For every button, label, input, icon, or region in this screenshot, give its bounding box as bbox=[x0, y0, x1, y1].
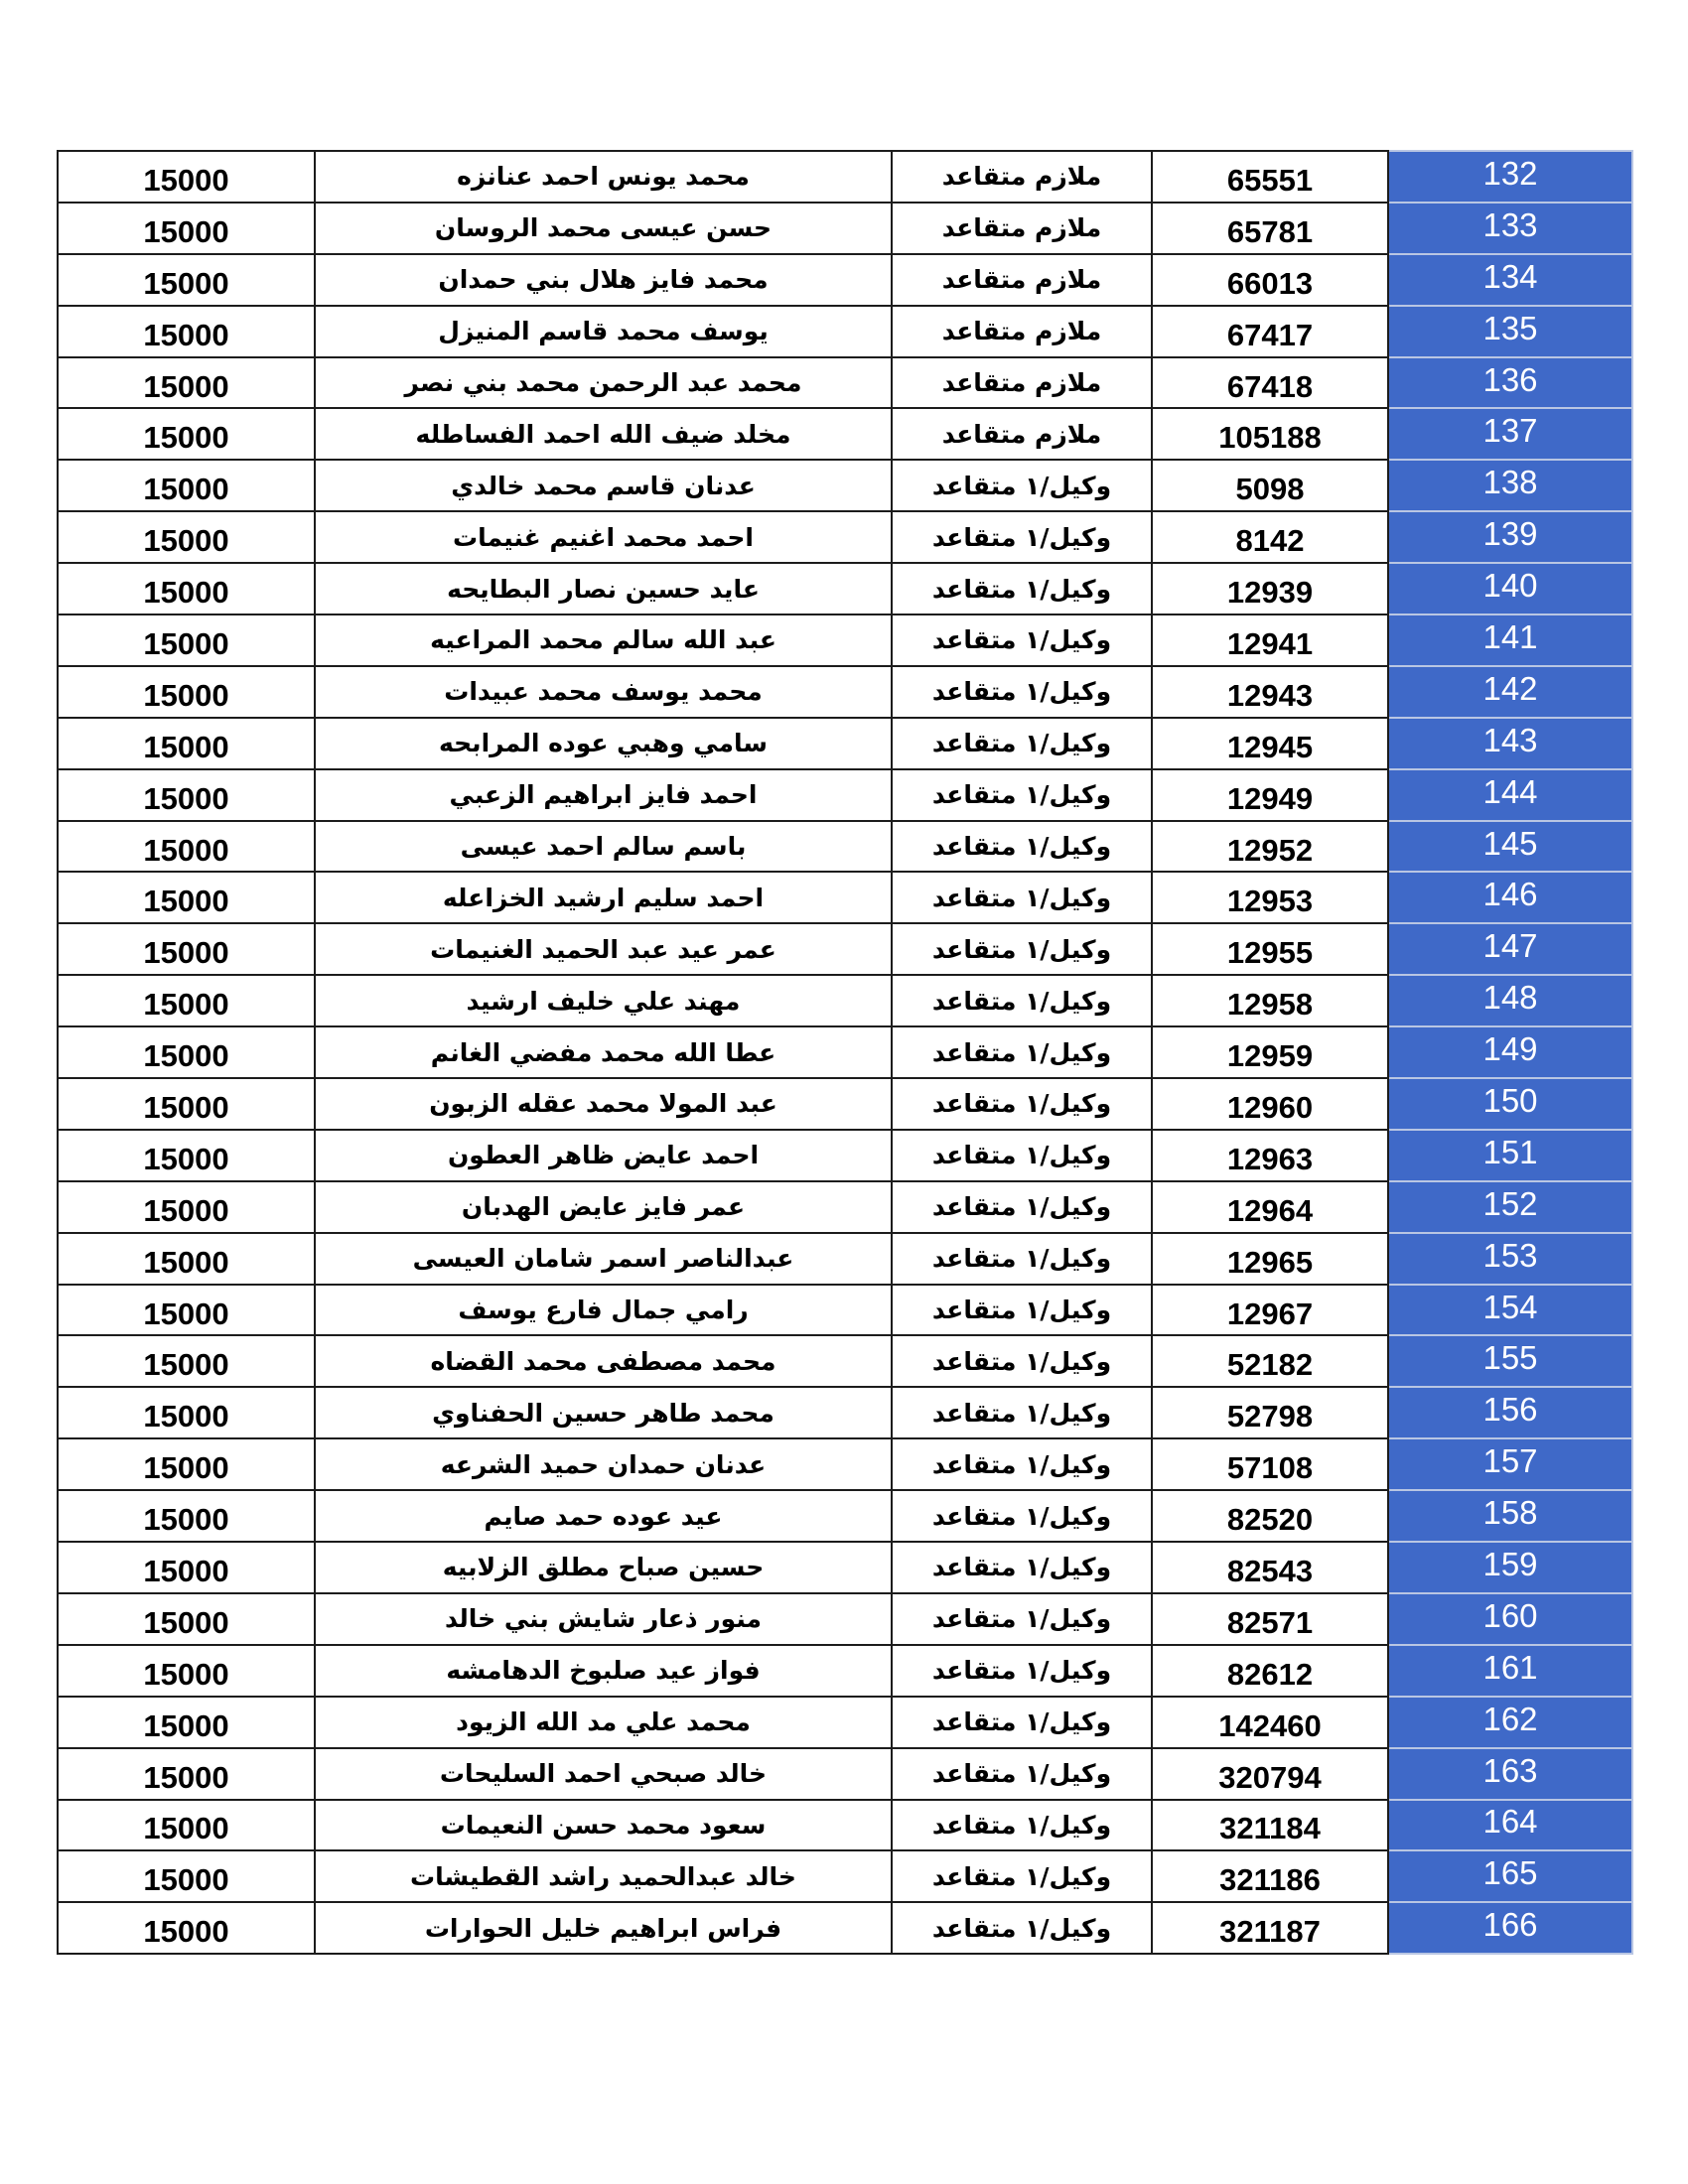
table-row bbox=[58, 769, 1632, 821]
name-cell: حسين صباح مطلق الزلابيه bbox=[315, 1542, 892, 1593]
rank-cell: وكيل/١ متقاعد bbox=[892, 1542, 1152, 1593]
rank-cell: ملازم متقاعد bbox=[892, 203, 1152, 254]
rank-cell: وكيل/١ متقاعد bbox=[892, 1593, 1152, 1645]
amount-cell: 15000 bbox=[58, 1130, 315, 1181]
name-cell: عبد الله سالم محمد المراعيه bbox=[315, 614, 892, 666]
name-cell: فواز عيد صلبوخ الدهامشه bbox=[315, 1645, 892, 1697]
military-number-cell: 142460 bbox=[1152, 1697, 1388, 1748]
serial-number-cell: 157 bbox=[1388, 1438, 1632, 1490]
military-number-cell: 5098 bbox=[1152, 460, 1388, 511]
amount-cell: 15000 bbox=[58, 203, 315, 254]
rank-cell: وكيل/١ متقاعد bbox=[892, 1387, 1152, 1438]
military-number-cell: 12953 bbox=[1152, 872, 1388, 923]
amount-cell: 15000 bbox=[58, 1490, 315, 1542]
serial-number-cell: 159 bbox=[1388, 1542, 1632, 1593]
rank-cell: وكيل/١ متقاعد bbox=[892, 821, 1152, 873]
serial-number-cell: 163 bbox=[1388, 1748, 1632, 1800]
table-row bbox=[58, 1748, 1632, 1800]
military-number-cell: 52798 bbox=[1152, 1387, 1388, 1438]
military-number-cell: 82612 bbox=[1152, 1645, 1388, 1697]
rank-cell: وكيل/١ متقاعد bbox=[892, 1233, 1152, 1285]
rank-cell: وكيل/١ متقاعد bbox=[892, 1285, 1152, 1336]
name-cell: احمد محمد اغنيم غنيمات bbox=[315, 511, 892, 563]
table-row bbox=[58, 357, 1632, 409]
serial-number-cell: 142 bbox=[1388, 666, 1632, 718]
military-number-cell: 65781 bbox=[1152, 203, 1388, 254]
military-number-cell: 12965 bbox=[1152, 1233, 1388, 1285]
rank-cell: وكيل/١ متقاعد bbox=[892, 1078, 1152, 1130]
beneficiaries-table bbox=[57, 150, 1633, 1955]
name-cell: محمد يونس احمد عنانزه bbox=[315, 151, 892, 203]
table-row bbox=[58, 1490, 1632, 1542]
table-row bbox=[58, 1542, 1632, 1593]
table-row bbox=[58, 1902, 1632, 1954]
rank-cell: وكيل/١ متقاعد bbox=[892, 1438, 1152, 1490]
name-cell: منور ذعار شايش بني خالد bbox=[315, 1593, 892, 1645]
amount-cell: 15000 bbox=[58, 872, 315, 923]
name-cell: عايد حسين نصار البطايحه bbox=[315, 563, 892, 614]
name-cell: حسن عيسى محمد الروسان bbox=[315, 203, 892, 254]
rank-cell: ملازم متقاعد bbox=[892, 254, 1152, 306]
serial-number-cell: 147 bbox=[1388, 923, 1632, 975]
serial-number-cell: 156 bbox=[1388, 1387, 1632, 1438]
table-row bbox=[58, 1850, 1632, 1902]
table-row bbox=[58, 1026, 1632, 1078]
table-row bbox=[58, 511, 1632, 563]
amount-cell: 15000 bbox=[58, 923, 315, 975]
amount-cell: 15000 bbox=[58, 1285, 315, 1336]
name-cell: سعود محمد حسن النعيمات bbox=[315, 1800, 892, 1851]
amount-cell: 15000 bbox=[58, 1902, 315, 1954]
rank-cell: وكيل/١ متقاعد bbox=[892, 1026, 1152, 1078]
serial-number-cell: 148 bbox=[1388, 975, 1632, 1026]
serial-number-cell: 134 bbox=[1388, 254, 1632, 306]
amount-cell: 15000 bbox=[58, 151, 315, 203]
serial-number-cell: 139 bbox=[1388, 511, 1632, 563]
amount-cell: 15000 bbox=[58, 1800, 315, 1851]
military-number-cell: 321184 bbox=[1152, 1800, 1388, 1851]
military-number-cell: 67417 bbox=[1152, 306, 1388, 357]
amount-cell: 15000 bbox=[58, 1026, 315, 1078]
table-row bbox=[58, 563, 1632, 614]
military-number-cell: 82571 bbox=[1152, 1593, 1388, 1645]
military-number-cell: 57108 bbox=[1152, 1438, 1388, 1490]
table-row bbox=[58, 1800, 1632, 1851]
name-cell: عمر فايز عايض الهدبان bbox=[315, 1181, 892, 1233]
military-number-cell: 321186 bbox=[1152, 1850, 1388, 1902]
military-number-cell: 12945 bbox=[1152, 718, 1388, 769]
amount-cell: 15000 bbox=[58, 306, 315, 357]
rank-cell: وكيل/١ متقاعد bbox=[892, 666, 1152, 718]
amount-cell: 15000 bbox=[58, 460, 315, 511]
rank-cell: ملازم متقاعد bbox=[892, 357, 1152, 409]
rank-cell: ملازم متقاعد bbox=[892, 306, 1152, 357]
amount-cell: 15000 bbox=[58, 718, 315, 769]
name-cell: احمد سليم ارشيد الخزاعله bbox=[315, 872, 892, 923]
amount-cell: 15000 bbox=[58, 563, 315, 614]
table-row bbox=[58, 821, 1632, 873]
military-number-cell: 12967 bbox=[1152, 1285, 1388, 1336]
name-cell: احمد فايز ابراهيم الزعبي bbox=[315, 769, 892, 821]
serial-number-cell: 161 bbox=[1388, 1645, 1632, 1697]
amount-cell: 15000 bbox=[58, 614, 315, 666]
serial-number-cell: 135 bbox=[1388, 306, 1632, 357]
military-number-cell: 66013 bbox=[1152, 254, 1388, 306]
military-number-cell: 105188 bbox=[1152, 408, 1388, 460]
military-number-cell: 12964 bbox=[1152, 1181, 1388, 1233]
military-number-cell: 12941 bbox=[1152, 614, 1388, 666]
table-row bbox=[58, 975, 1632, 1026]
name-cell: فراس ابراهيم خليل الحوارات bbox=[315, 1902, 892, 1954]
serial-number-cell: 154 bbox=[1388, 1285, 1632, 1336]
amount-cell: 15000 bbox=[58, 1335, 315, 1387]
serial-number-cell: 140 bbox=[1388, 563, 1632, 614]
name-cell: مهند علي خليف ارشيد bbox=[315, 975, 892, 1026]
amount-cell: 15000 bbox=[58, 1645, 315, 1697]
table-row bbox=[58, 1181, 1632, 1233]
table-row bbox=[58, 1130, 1632, 1181]
military-number-cell: 8142 bbox=[1152, 511, 1388, 563]
name-cell: محمد علي مد الله الزيود bbox=[315, 1697, 892, 1748]
serial-number-cell: 151 bbox=[1388, 1130, 1632, 1181]
serial-number-cell: 152 bbox=[1388, 1181, 1632, 1233]
military-number-cell: 12952 bbox=[1152, 821, 1388, 873]
rank-cell: وكيل/١ متقاعد bbox=[892, 1181, 1152, 1233]
serial-number-cell: 166 bbox=[1388, 1902, 1632, 1954]
name-cell: خالد صبحي احمد السليحات bbox=[315, 1748, 892, 1800]
rank-cell: وكيل/١ متقاعد bbox=[892, 1902, 1152, 1954]
table-row bbox=[58, 408, 1632, 460]
amount-cell: 15000 bbox=[58, 1593, 315, 1645]
military-number-cell: 320794 bbox=[1152, 1748, 1388, 1800]
name-cell: احمد عايض ظاهر العطون bbox=[315, 1130, 892, 1181]
serial-number-cell: 133 bbox=[1388, 203, 1632, 254]
military-number-cell: 67418 bbox=[1152, 357, 1388, 409]
amount-cell: 15000 bbox=[58, 1697, 315, 1748]
amount-cell: 15000 bbox=[58, 1748, 315, 1800]
name-cell: رامي جمال فارع يوسف bbox=[315, 1285, 892, 1336]
table-row bbox=[58, 306, 1632, 357]
table-row bbox=[58, 1438, 1632, 1490]
amount-cell: 15000 bbox=[58, 1387, 315, 1438]
serial-number-cell: 141 bbox=[1388, 614, 1632, 666]
table-row bbox=[58, 1078, 1632, 1130]
rank-cell: وكيل/١ متقاعد bbox=[892, 769, 1152, 821]
name-cell: محمد يوسف محمد عبيدات bbox=[315, 666, 892, 718]
table-row bbox=[58, 460, 1632, 511]
table-row bbox=[58, 1697, 1632, 1748]
name-cell: محمد فايز هلال بني حمدان bbox=[315, 254, 892, 306]
amount-cell: 15000 bbox=[58, 511, 315, 563]
serial-number-cell: 132 bbox=[1388, 151, 1632, 203]
name-cell: محمد مصطفى محمد القضاه bbox=[315, 1335, 892, 1387]
name-cell: باسم سالم احمد عيسى bbox=[315, 821, 892, 873]
military-number-cell: 82520 bbox=[1152, 1490, 1388, 1542]
name-cell: محمد عبد الرحمن محمد بني نصر bbox=[315, 357, 892, 409]
amount-cell: 15000 bbox=[58, 1181, 315, 1233]
serial-number-cell: 155 bbox=[1388, 1335, 1632, 1387]
serial-number-cell: 143 bbox=[1388, 718, 1632, 769]
rank-cell: وكيل/١ متقاعد bbox=[892, 1748, 1152, 1800]
rank-cell: وكيل/١ متقاعد bbox=[892, 460, 1152, 511]
rank-cell: وكيل/١ متقاعد bbox=[892, 975, 1152, 1026]
name-cell: سامي وهبي عوده المرابحه bbox=[315, 718, 892, 769]
military-number-cell: 12963 bbox=[1152, 1130, 1388, 1181]
serial-number-cell: 153 bbox=[1388, 1233, 1632, 1285]
serial-number-cell: 164 bbox=[1388, 1800, 1632, 1851]
military-number-cell: 12959 bbox=[1152, 1026, 1388, 1078]
amount-cell: 15000 bbox=[58, 1438, 315, 1490]
amount-cell: 15000 bbox=[58, 975, 315, 1026]
military-number-cell: 12958 bbox=[1152, 975, 1388, 1026]
serial-number-cell: 137 bbox=[1388, 408, 1632, 460]
military-number-cell: 321187 bbox=[1152, 1902, 1388, 1954]
table-row bbox=[58, 718, 1632, 769]
serial-number-cell: 160 bbox=[1388, 1593, 1632, 1645]
rank-cell: وكيل/١ متقاعد bbox=[892, 923, 1152, 975]
name-cell: مخلد ضيف الله احمد الفساطله bbox=[315, 408, 892, 460]
name-cell: خالد عبدالحميد راشد القطيشات bbox=[315, 1850, 892, 1902]
military-number-cell: 52182 bbox=[1152, 1335, 1388, 1387]
name-cell: يوسف محمد قاسم المنيزل bbox=[315, 306, 892, 357]
military-number-cell: 65551 bbox=[1152, 151, 1388, 203]
rank-cell: وكيل/١ متقاعد bbox=[892, 1490, 1152, 1542]
amount-cell: 15000 bbox=[58, 1542, 315, 1593]
rank-cell: وكيل/١ متقاعد bbox=[892, 511, 1152, 563]
amount-cell: 15000 bbox=[58, 821, 315, 873]
name-cell: عيد عوده حمد صايم bbox=[315, 1490, 892, 1542]
name-cell: عمر عيد عبد الحميد الغنيمات bbox=[315, 923, 892, 975]
table-row bbox=[58, 1387, 1632, 1438]
amount-cell: 15000 bbox=[58, 408, 315, 460]
serial-number-cell: 165 bbox=[1388, 1850, 1632, 1902]
rank-cell: وكيل/١ متقاعد bbox=[892, 872, 1152, 923]
serial-number-cell: 146 bbox=[1388, 872, 1632, 923]
rank-cell: ملازم متقاعد bbox=[892, 408, 1152, 460]
rank-cell: وكيل/١ متقاعد bbox=[892, 1645, 1152, 1697]
table-row bbox=[58, 1233, 1632, 1285]
table-row bbox=[58, 1285, 1632, 1336]
rank-cell: وكيل/١ متقاعد bbox=[892, 718, 1152, 769]
name-cell: عطا الله محمد مفضي الغانم bbox=[315, 1026, 892, 1078]
amount-cell: 15000 bbox=[58, 1850, 315, 1902]
military-number-cell: 82543 bbox=[1152, 1542, 1388, 1593]
table-row bbox=[58, 614, 1632, 666]
table-row bbox=[58, 1335, 1632, 1387]
name-cell: محمد طاهر حسين الحفناوي bbox=[315, 1387, 892, 1438]
name-cell: عدنان حمدان حميد الشرعه bbox=[315, 1438, 892, 1490]
name-cell: عدنان قاسم محمد خالدي bbox=[315, 460, 892, 511]
name-cell: عبد المولا محمد عقله الزبون bbox=[315, 1078, 892, 1130]
amount-cell: 15000 bbox=[58, 769, 315, 821]
amount-cell: 15000 bbox=[58, 1078, 315, 1130]
rank-cell: وكيل/١ متقاعد bbox=[892, 563, 1152, 614]
name-cell: عبدالناصر اسمر شامان العيسى bbox=[315, 1233, 892, 1285]
rank-cell: وكيل/١ متقاعد bbox=[892, 1850, 1152, 1902]
table-body bbox=[58, 151, 1632, 1954]
amount-cell: 15000 bbox=[58, 1233, 315, 1285]
table-row bbox=[58, 151, 1632, 203]
rank-cell: وكيل/١ متقاعد bbox=[892, 1800, 1152, 1851]
rank-cell: وكيل/١ متقاعد bbox=[892, 1130, 1152, 1181]
table-row bbox=[58, 872, 1632, 923]
rank-cell: ملازم متقاعد bbox=[892, 151, 1152, 203]
serial-number-cell: 136 bbox=[1388, 357, 1632, 409]
military-number-cell: 12955 bbox=[1152, 923, 1388, 975]
table-row bbox=[58, 923, 1632, 975]
amount-cell: 15000 bbox=[58, 357, 315, 409]
serial-number-cell: 162 bbox=[1388, 1697, 1632, 1748]
amount-cell: 15000 bbox=[58, 666, 315, 718]
rank-cell: وكيل/١ متقاعد bbox=[892, 614, 1152, 666]
table-row bbox=[58, 254, 1632, 306]
rank-cell: وكيل/١ متقاعد bbox=[892, 1697, 1152, 1748]
serial-number-cell: 149 bbox=[1388, 1026, 1632, 1078]
table-row bbox=[58, 203, 1632, 254]
military-number-cell: 12939 bbox=[1152, 563, 1388, 614]
amount-cell: 15000 bbox=[58, 254, 315, 306]
table-row bbox=[58, 1645, 1632, 1697]
serial-number-cell: 144 bbox=[1388, 769, 1632, 821]
serial-number-cell: 158 bbox=[1388, 1490, 1632, 1542]
serial-number-cell: 145 bbox=[1388, 821, 1632, 873]
table-row bbox=[58, 666, 1632, 718]
military-number-cell: 12960 bbox=[1152, 1078, 1388, 1130]
rank-cell: وكيل/١ متقاعد bbox=[892, 1335, 1152, 1387]
serial-number-cell: 150 bbox=[1388, 1078, 1632, 1130]
military-number-cell: 12949 bbox=[1152, 769, 1388, 821]
serial-number-cell: 138 bbox=[1388, 460, 1632, 511]
military-number-cell: 12943 bbox=[1152, 666, 1388, 718]
table-row bbox=[58, 1593, 1632, 1645]
